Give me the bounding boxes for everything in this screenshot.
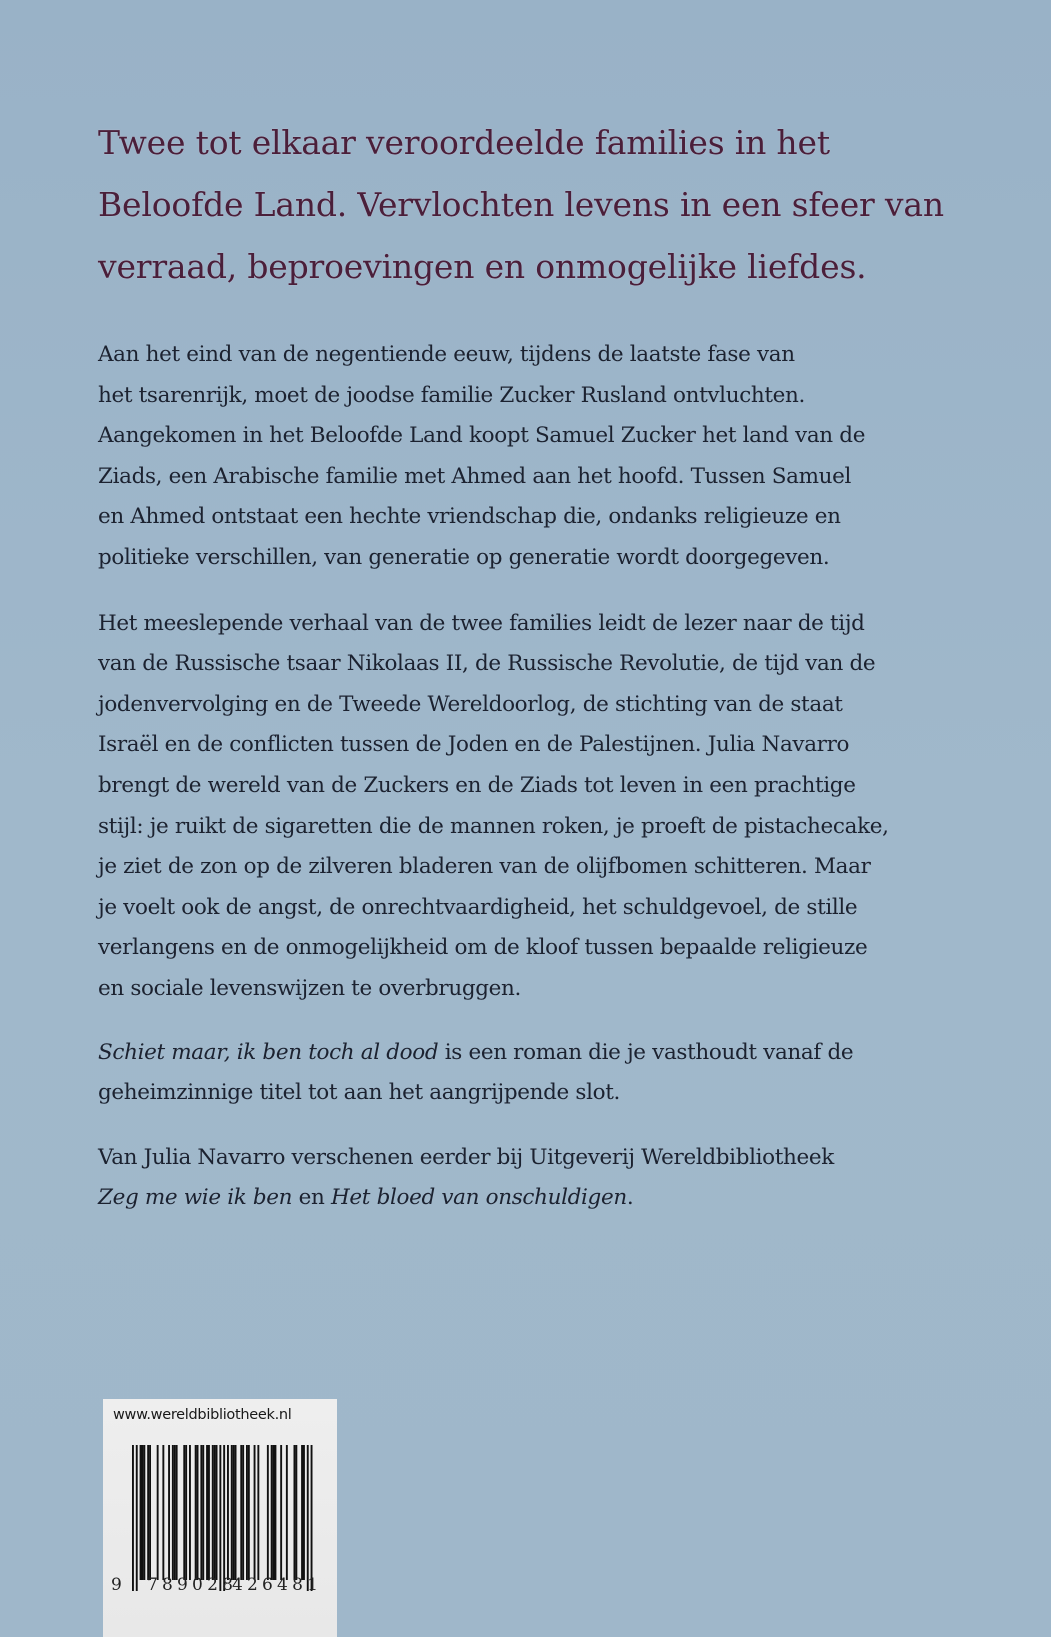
isbn-digits-right: 426481 bbox=[232, 1575, 323, 1595]
text-line: en sociale levenswijzen te overbruggen. bbox=[98, 975, 522, 1001]
text-line: en Ahmed ontstaat een hechte vriendschap die, ondanks religieuze en bbox=[98, 504, 841, 530]
text-line: Het meeslepende verhaal van de twee families leidt de lezer naar de tijd bbox=[98, 610, 865, 636]
text-line: Aan het eind van de negentiende eeuw, tijdens de laatste fase van bbox=[98, 342, 795, 367]
text-line: Schiet maar, ik ben toch al dood is een roman die je vasthoudt vanaf de bbox=[98, 1039, 854, 1065]
headline-line: verraad, beproevingen en onmogelijke liefdes. bbox=[98, 247, 867, 286]
barcode-label bbox=[103, 1399, 337, 1637]
text-line: Aangekomen in het Beloofde Land koopt Samuel Zucker het land van de bbox=[98, 423, 866, 449]
isbn-digit-first: 9 bbox=[111, 1575, 122, 1595]
text-line: jodenvervolging en de Tweede Wereldoorlog, de stichting van de staat bbox=[98, 691, 843, 717]
text-line: stijl: je ruikt de sigaretten die de mannen roken, je proeft de pistachecake, bbox=[98, 813, 889, 839]
text-line: van de Russische tsaar Nikolaas II, de Russische Revolutie, de tijd van de bbox=[98, 651, 876, 677]
text-line: je ziet de zon op de zilveren bladeren van de olijfbomen schitteren. Maar bbox=[98, 854, 871, 880]
text-line: Israël en de conflicten tussen de Joden en de Palestijnen. Julia Navarro bbox=[98, 732, 850, 758]
text-line: je voelt ook de angst, de onrechtvaardigheid, het schuldgevoel, de stille bbox=[98, 894, 858, 920]
blurb-headline bbox=[98, 112, 1018, 298]
text-line: Ziads, een Arabische familie met Ahmed aan het hoofd. Tussen Samuel bbox=[98, 463, 852, 489]
text-line: het tsarenrijk, moet de joodse familie Zucker Rusland ontvluchten. bbox=[98, 382, 806, 408]
paragraph-story bbox=[98, 604, 1028, 1010]
book-title: Schiet maar, ik ben toch al dood bbox=[98, 1039, 439, 1065]
publisher-url: www.wereldbibliotheek.nl bbox=[113, 1407, 292, 1423]
paragraph-other-works bbox=[98, 1138, 1028, 1219]
paragraph-synopsis bbox=[98, 335, 1028, 579]
text-line: politieke verschillen, van generatie op generatie wordt doorgegeven. bbox=[98, 544, 830, 570]
text-line: verlangens en de onmogelijkheid om de kloof tussen bepaalde religieuze bbox=[98, 935, 868, 961]
book-title: Het bloed van onschuldigen bbox=[331, 1185, 627, 1211]
text-line: brengt de wereld van de Zuckers en de Ziads tot leven in een prachtige bbox=[98, 772, 856, 798]
paragraph-title-mention bbox=[98, 1033, 1028, 1114]
text-line: geheimzinnige titel tot aan het aangrijpende slot. bbox=[98, 1080, 620, 1106]
headline-line: Twee tot elkaar veroordeelde families in het bbox=[98, 123, 830, 162]
book-title: Zeg me wie ik ben bbox=[98, 1185, 293, 1211]
blurb-body bbox=[98, 335, 1028, 1245]
headline-line: Beloofde Land. Vervlochten levens in een sfeer van bbox=[98, 185, 944, 224]
text-line: Van Julia Navarro verschenen eerder bij Uitgeverij Wereldbibliotheek bbox=[98, 1144, 834, 1170]
isbn-digits bbox=[103, 1575, 337, 1605]
isbn-digits-left: 789028 bbox=[147, 1575, 238, 1595]
text-line: Zeg me wie ik ben en Het bloed van onschuldigen. bbox=[98, 1185, 634, 1211]
